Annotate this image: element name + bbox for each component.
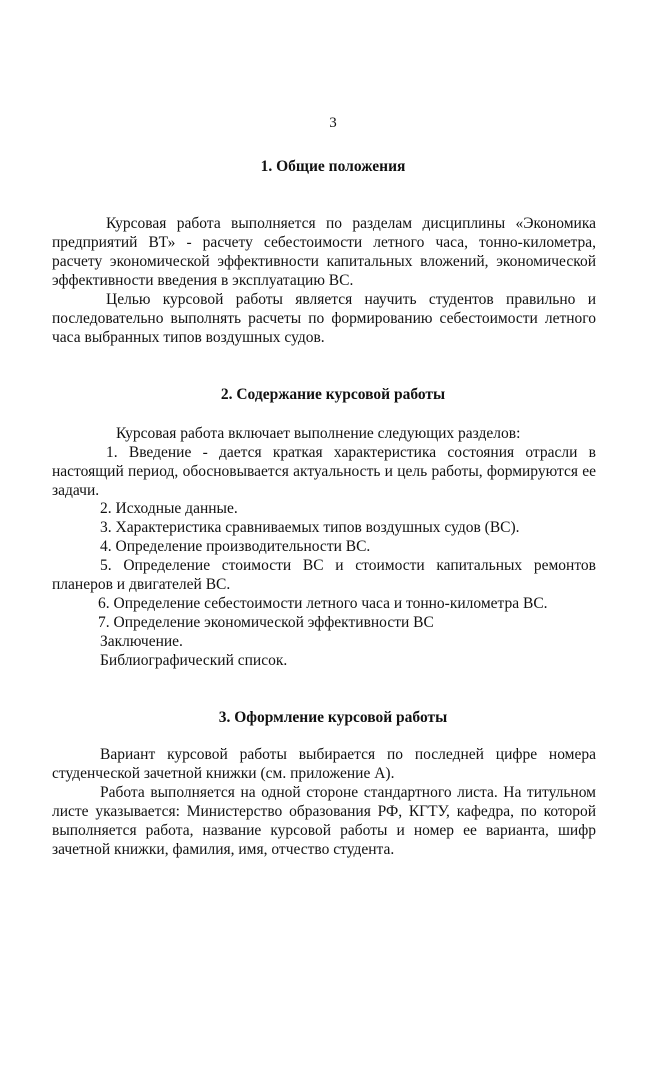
section-2-item-6: 6. Определение себестоимости летного часа и тонно-километра ВС. [98, 595, 548, 612]
section-3-paragraph-1: Вариант курсовой работы выбирается по последней цифре номера студенческой зачетной книжки (см. приложение А). [52, 746, 596, 782]
section-2-item-2: 2. Исходные данные. [100, 500, 238, 517]
section-1-heading: 1. Общие положения [260, 158, 406, 175]
section-3-heading: 3. Оформление курсовой работы [218, 709, 448, 726]
section-2-heading: 2. Содержание курсовой работы [220, 386, 446, 403]
section-2-bibliography: Библиографический список. [100, 652, 288, 669]
section-2-item-3: 3. Характеристика сравниваемых типов воздушных судов (ВС). [100, 519, 520, 536]
section-2-intro: Курсовая работа включает выполнение следующих разделов: [116, 425, 521, 442]
section-3-paragraph-2: Работа выполняется на одной стороне стандартного листа. На титульном листе указывается: Министерство образования РФ, КГТУ, кафедра, по которой выполняется работа, название курсовой работы и номер ее варианта, шифр зачетной книжки, фамилия, имя, отчество студента. [52, 784, 596, 858]
section-2-item-5: 5. Определение стоимости ВС и стоимости капитальных ремонтов планеров и двигателей ВС. [52, 557, 596, 593]
section-2-conclusion: Заключение. [100, 633, 183, 650]
section-1-paragraph-1: Курсовая работа выполняется по разделам дисциплины «Экономика предприятий ВТ» - расчету себестоимости летного часа, тонно-километра, расчету экономической эффективности капитальных вложений, экономической эффективности введения в эксплуатацию ВС. [52, 215, 596, 289]
section-2-item-4: 4. Определение производительности ВС. [100, 538, 371, 555]
page-number: 3 [329, 115, 337, 131]
section-2-item-1: 1. Введение - дается краткая характеристика состояния отрасли в настоящий период, обосновывается актуальность и цель работы, формируются ее задачи. [52, 444, 596, 499]
section-1-paragraph-2: Целью курсовой работы является научить студентов правильно и последовательно выполнять расчеты по формированию себестоимости летного часа выбранных типов воздушных судов. [52, 291, 596, 346]
section-2-item-7: 7. Определение экономической эффективности ВС [98, 614, 434, 631]
